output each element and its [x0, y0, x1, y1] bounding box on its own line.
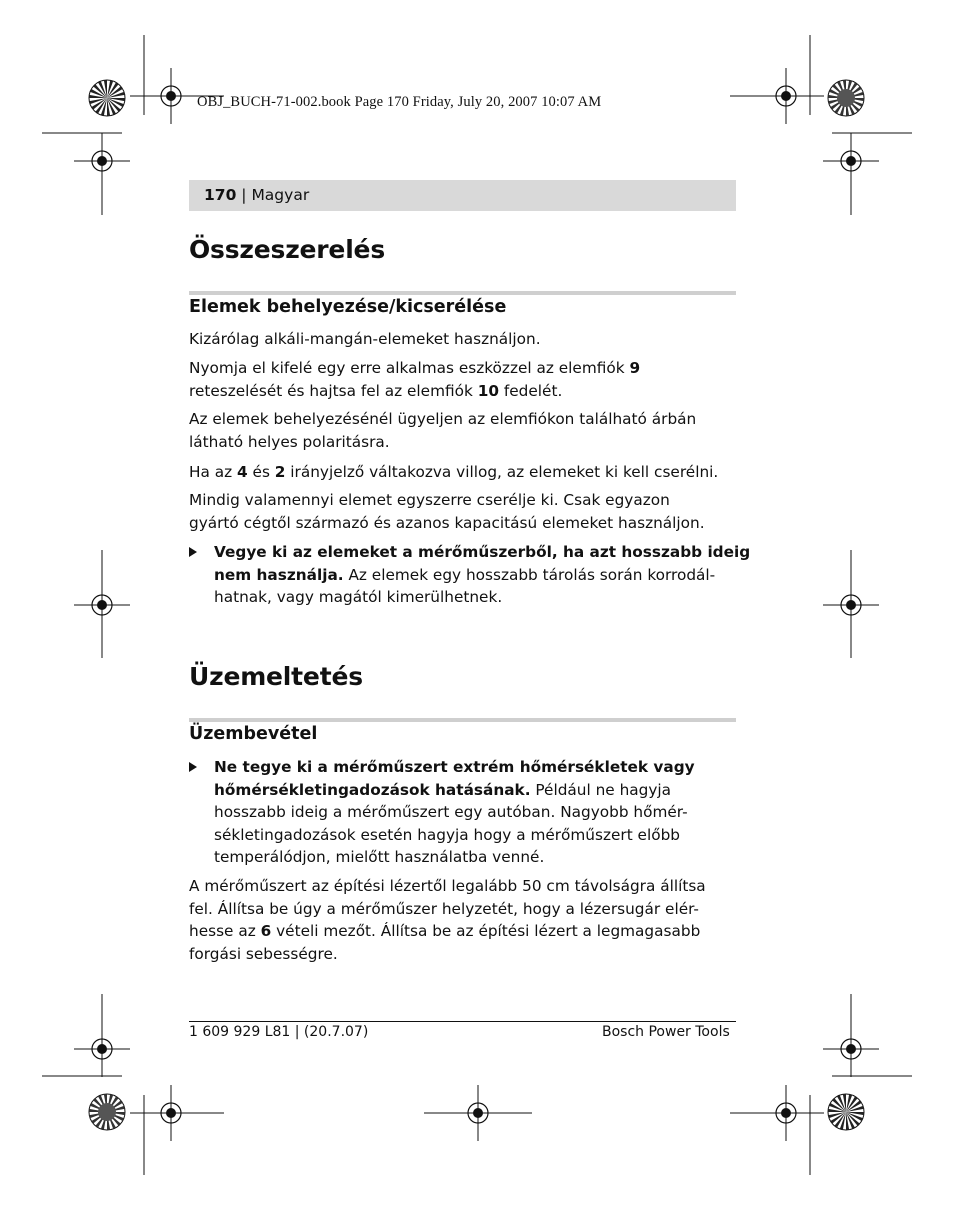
paragraph: Mindig valamennyi elemet egyszerre cserélje ki. Csak egyazon gyártó cégtől származó és azanos kapacitású elemeket használjon.	[189, 491, 705, 532]
color-target-mark	[89, 80, 125, 116]
footer-rule	[189, 1021, 736, 1022]
header-language: Magyar	[251, 186, 310, 204]
paragraph: A mérőműszert az építési lézertől legalább 50 cm távolságra állítsa fel. Állítsa be úgy a mérőműszer helyzetét, hogy a lézersugár elér- hesse az 6 vételi mezőt. Állítsa be az építési lézert a legmagasabb forgási sebességre.	[189, 877, 706, 963]
color-target-mark	[828, 80, 864, 116]
paragraph: Nyomja el kifelé egy erre alkalmas eszközzel az elemfiók 9 reteszelését és hajtsa fel az elemfiók 10 fedelét.	[189, 359, 641, 400]
paragraph: Ha az 4 és 2 irányjelző váltakozva villog, az elemeket ki kell cserélni.	[189, 463, 719, 481]
section-title-assembly: Összeszerelés	[189, 235, 385, 264]
color-target-mark	[89, 1094, 125, 1130]
print-slug: OBJ_BUCH-71-002.book Page 170 Friday, July 20, 2007 10:07 AM	[197, 94, 602, 110]
section-title-operation: Üzemeltetés	[189, 662, 363, 691]
paragraph: Kizárólag alkáli-mangán-elemeket használjon.	[189, 330, 541, 348]
bullet-triangle-icon	[189, 762, 197, 772]
subsection-title-batteries: Elemek behelyezése/kicserélése	[189, 297, 507, 317]
footer-brand: Bosch Power Tools	[602, 1024, 730, 1040]
paragraph: Az elemek behelyezésénél ügyeljen az elemfiókon található árbán látható helyes polaritásra.	[189, 410, 697, 451]
subsection-title-startup: Üzembevétel	[189, 724, 318, 744]
footer-doc-number: 1 609 929 L81 | (20.7.07)	[189, 1024, 369, 1040]
bullet-triangle-icon	[189, 547, 197, 557]
page-header	[204, 186, 309, 204]
section-rule	[189, 718, 736, 722]
section-rule	[189, 291, 736, 295]
color-target-mark	[828, 1094, 864, 1130]
page-number: 170	[204, 186, 237, 204]
header-separator: |	[236, 186, 252, 204]
